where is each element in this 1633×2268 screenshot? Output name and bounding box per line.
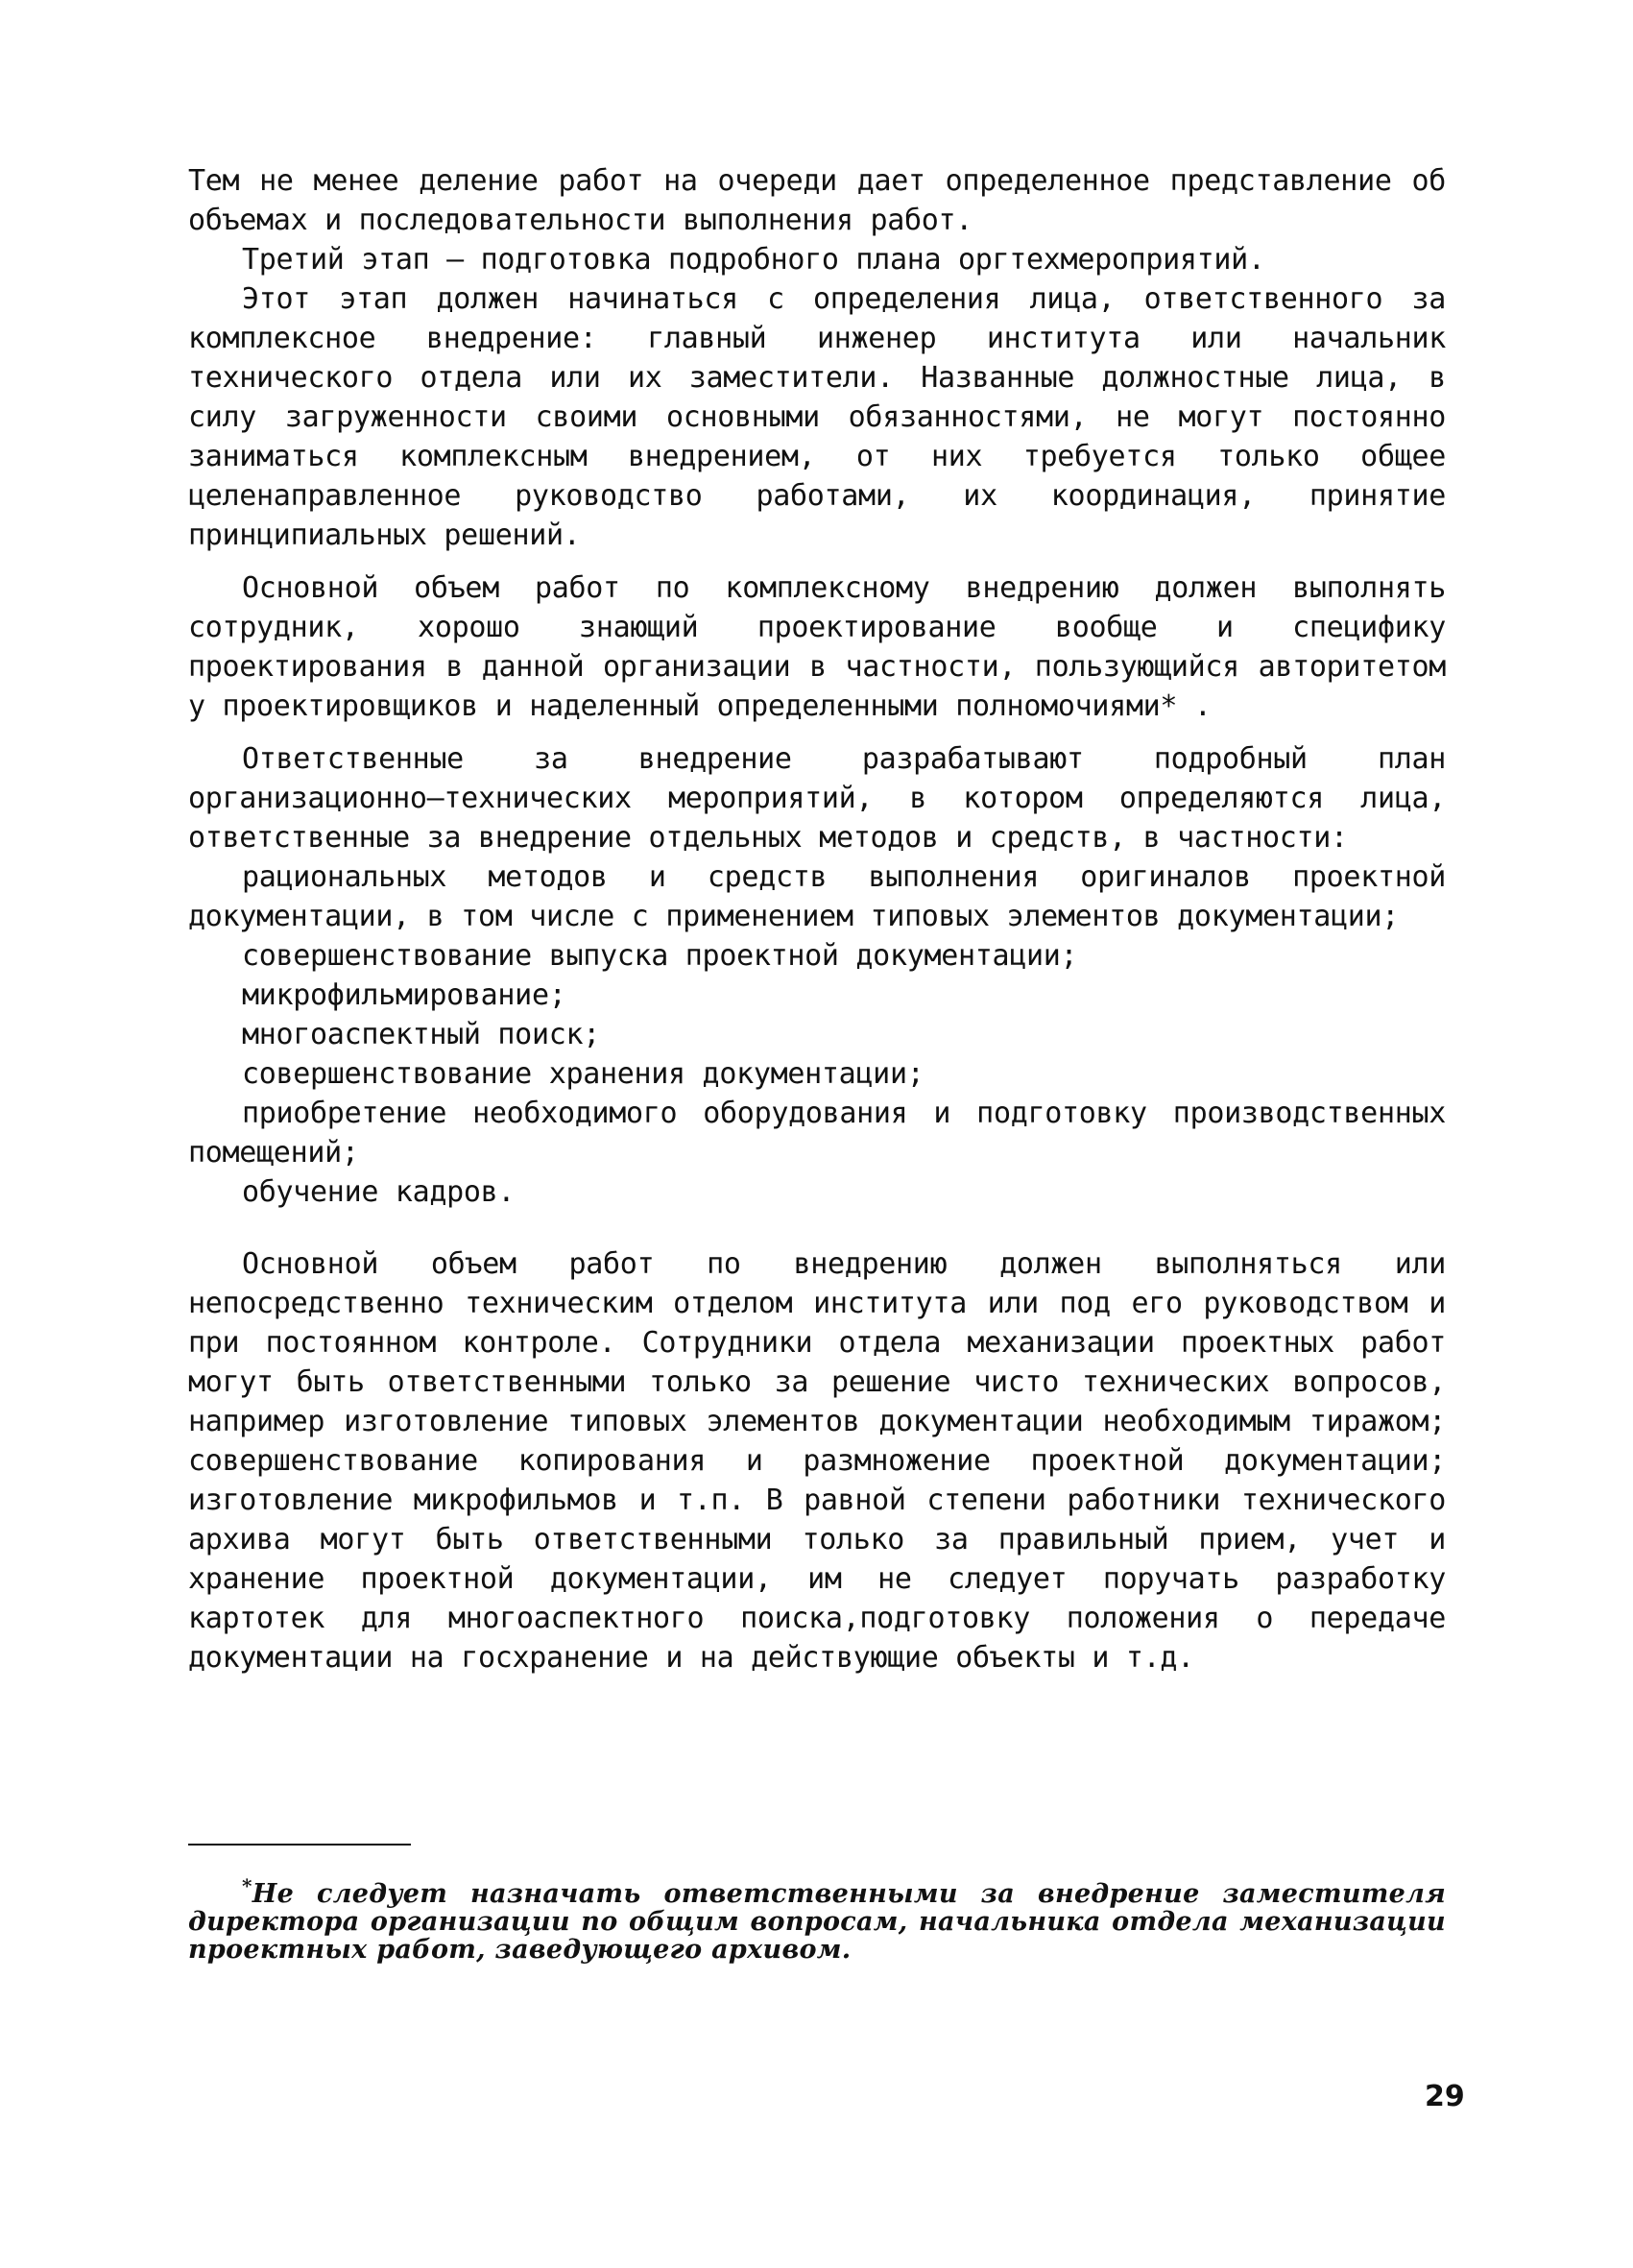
paragraph-main-workload: Основной объем работ по комплексному внедрению должен выполнять сотрудник, хорошо знающий проектирование вообще и специфику проектирования в данной организации в частности, пользующийся авторитетом у проектировщиков и наделенный определенными полномочиями* .: [188, 571, 1446, 723]
list-item: приобретение необходимого оборудования и подготовку производственных помещений;: [188, 1097, 1446, 1170]
list-item: рациональных методов и средств выполнения оригиналов проектной документации, в том числе с применением типовых элементов документации;: [188, 860, 1446, 933]
paragraph-plan: Ответственные за внедрение разрабатывают подробный план организационно–технических мероприятий, в котором определяются лица, ответственные за внедрение отдельных методов и средств, в частности:: [188, 742, 1446, 855]
list-item: многоаспектный поиск;: [242, 1018, 600, 1051]
list-item: совершенствование выпуска проектной документации;: [242, 939, 1078, 973]
list-item: микрофильмирование;: [242, 978, 566, 1012]
list-item: обучение кадров.: [242, 1175, 516, 1209]
footnote-text: Не следует назначать ответственными за внедрение заместителя директора организации по общим вопросам, начальника отдела механизации проектных работ, заведующего архивом.: [188, 1879, 1446, 1965]
paragraph-stage-three: Третий этап – подготовка подробного плана оргтехмероприятий.: [242, 243, 1265, 277]
list-item: совершенствование хранения документации;: [242, 1057, 925, 1091]
paragraph-final: Основной объем работ по внедрению должен выполняться или непосредственно техническим отделом института или под его руководством и при постоянном контроле. Сотрудники отдела механизации проектных работ могут быть ответственными только за решение чисто технических вопросов, например изготовление типовых элементов документации необходимым тиражом; совершенствование копирования и размножение проектной документации; изготовление микрофильмов и т.п. В равной степени работники технического архива могут быть ответственными только за правильный прием, учет и хранение проектной документации, им не следует поручать разработку картотек для многоаспектного поиска,подготовку положения о передаче документации на госхранение и на действующие объекты и т.д.: [188, 1247, 1446, 1675]
footnote-divider: [188, 1844, 411, 1846]
paragraph-intro: Тем не менее деление работ на очереди дает определенное представление об объемах и последовательности выполнения работ.: [188, 164, 1446, 237]
footnote: [188, 1874, 1446, 1965]
paragraph-responsible-person: Этот этап должен начинаться с определения лица, ответственного за комплексное внедрение: главный инженер института или начальник технического отдела или их заместители. Названные должностные лица, в силу загруженности своими основными обязанностями, не могут постоянно заниматься комплексным внедрением, от них требуется только общее целенаправленное руководство работами, их координация, принятие принципиальных решений.: [188, 282, 1446, 552]
footnote-marker: *: [242, 1874, 252, 1897]
page-number: 29: [1425, 2080, 1465, 2113]
main-text: [188, 161, 1446, 1677]
